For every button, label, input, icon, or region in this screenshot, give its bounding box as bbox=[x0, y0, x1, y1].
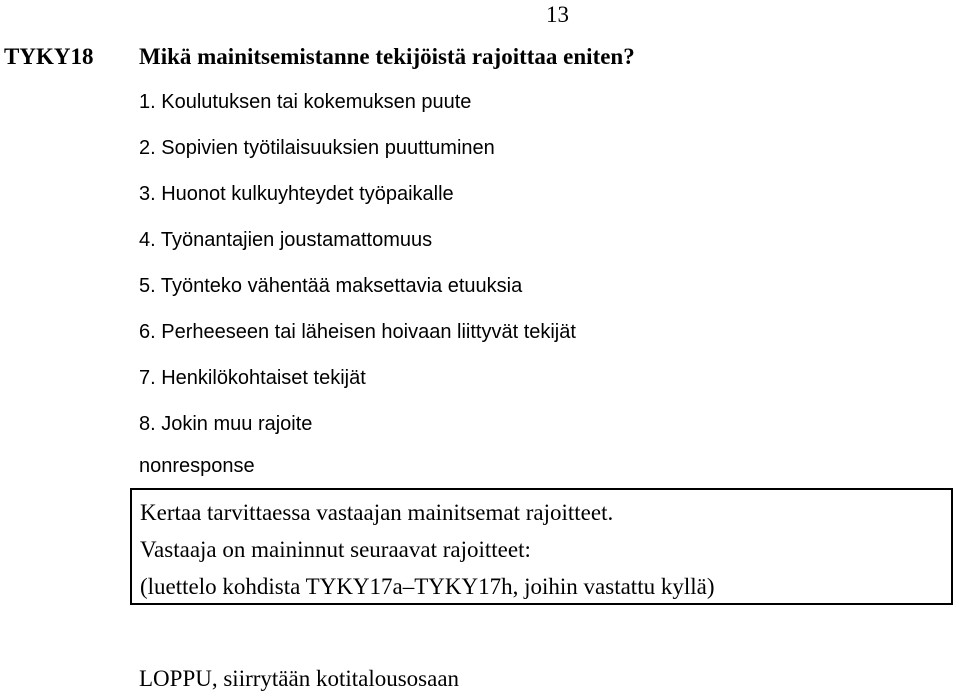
instruction-line-3: (luettelo kohdista TYKY17a–TYKY17h, joihin vastattu kyllä) bbox=[140, 574, 715, 599]
interviewer-instruction-box bbox=[130, 488, 953, 605]
nonresponse-option: nonresponse bbox=[139, 455, 255, 477]
answer-option-8: 8. Jokin muu rajoite bbox=[139, 413, 313, 435]
instruction-line-2: Vastaaja on maininnut seuraavat rajoitteet: bbox=[140, 537, 531, 562]
answer-options-list bbox=[139, 89, 576, 457]
page-number: 13 bbox=[546, 2, 569, 27]
end-note: LOPPU, siirrytään kotitalousosaan bbox=[139, 666, 460, 691]
question-code: TYKY18 bbox=[4, 44, 94, 69]
answer-option-2: 2. Sopivien työtilaisuuksien puuttuminen bbox=[139, 137, 495, 159]
question-text: Mikä mainitsemistanne tekijöistä rajoittaa eniten? bbox=[139, 44, 635, 69]
answer-option-1: 1. Koulutuksen tai kokemuksen puute bbox=[139, 91, 472, 113]
answer-option-3: 3. Huonot kulkuyhteydet työpaikalle bbox=[139, 183, 454, 205]
instruction-line-1: Kertaa tarvittaessa vastaajan mainitsemat rajoitteet. bbox=[140, 500, 614, 525]
answer-option-4: 4. Työnantajien joustamattomuus bbox=[139, 229, 433, 251]
answer-option-5: 5. Työnteko vähentää maksettavia etuuksia bbox=[139, 275, 523, 297]
answer-option-6: 6. Perheeseen tai läheisen hoivaan liittyvät tekijät bbox=[139, 321, 576, 343]
answer-option-7: 7. Henkilökohtaiset tekijät bbox=[139, 367, 366, 389]
